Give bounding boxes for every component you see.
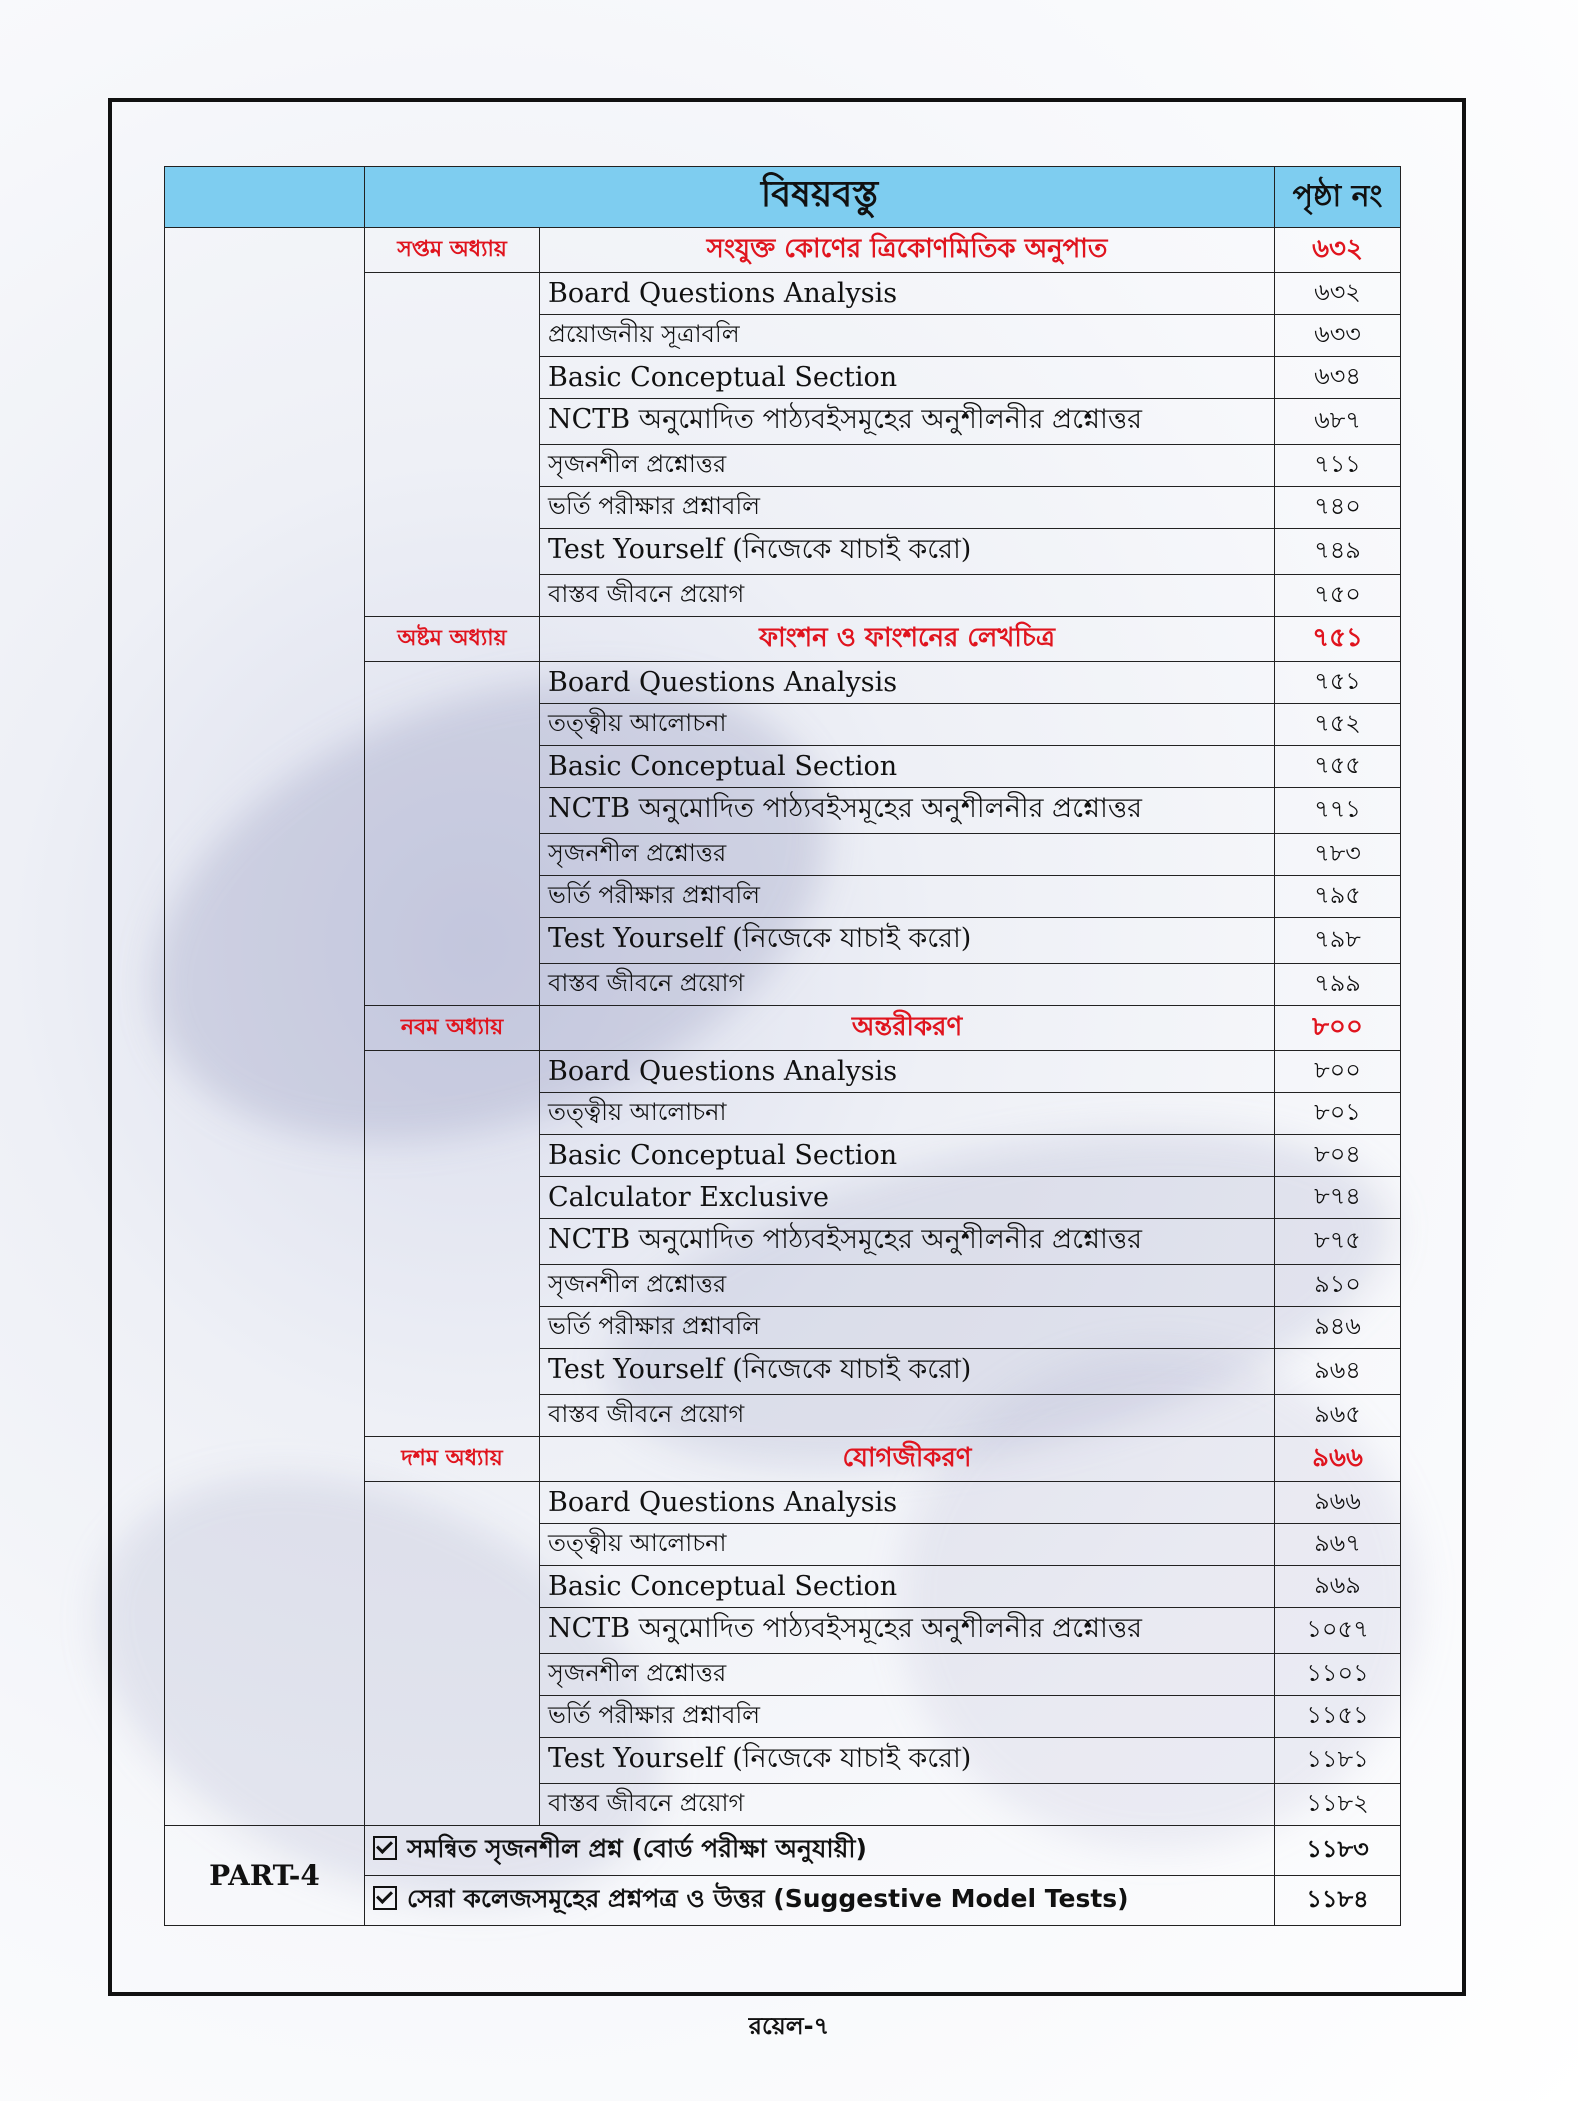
header-blank-cell bbox=[165, 167, 365, 228]
toc-item-title: Basic Conceptual Section bbox=[540, 746, 1275, 788]
toc-item-page: ৭৫১ bbox=[1275, 662, 1401, 704]
toc-item-page: ৮০৪ bbox=[1275, 1135, 1401, 1177]
toc-item-page: ৭৯৫ bbox=[1275, 876, 1401, 918]
page-footer: রয়েল-৭ bbox=[748, 2012, 830, 2040]
toc-item-title: সৃজনশীল প্রশ্নোত্তর bbox=[540, 1654, 1275, 1696]
toc-item-title: Test Yourself (নিজেকে যাচাই করো) bbox=[540, 529, 1275, 575]
toc-item-title: NCTB অনুমোদিত পাঠ্যবইসমূহের অনুশীলনীর প্রশ্নোত্তর bbox=[540, 399, 1275, 445]
toc-item-title: Basic Conceptual Section bbox=[540, 357, 1275, 399]
toc-item-page: ৭১১ bbox=[1275, 445, 1401, 487]
part-blank-cell bbox=[165, 228, 365, 1826]
toc-item-title: Board Questions Analysis bbox=[540, 662, 1275, 704]
toc-item-page: ১১০১ bbox=[1275, 1654, 1401, 1696]
toc-table bbox=[164, 166, 1401, 1926]
toc-item-page: ৮৭৪ bbox=[1275, 1177, 1401, 1219]
toc-item-page: ৭৪০ bbox=[1275, 487, 1401, 529]
chapter-indent-cell bbox=[365, 273, 540, 617]
toc-item-title: ভর্তি পরীক্ষার প্রশ্নাবলি bbox=[540, 876, 1275, 918]
toc-item-page: ৮০০ bbox=[1275, 1051, 1401, 1093]
toc-item-title: ভর্তি পরীক্ষার প্রশ্নাবলি bbox=[540, 1696, 1275, 1738]
toc-item-page: ৭৫৫ bbox=[1275, 746, 1401, 788]
toc-title: বিষয়বস্তু bbox=[365, 167, 1275, 228]
toc-item-page: ৬৩৪ bbox=[1275, 357, 1401, 399]
toc-item-title: Test Yourself (নিজেকে যাচাই করো) bbox=[540, 1738, 1275, 1784]
toc-item-page: ৯৬৪ bbox=[1275, 1349, 1401, 1395]
toc-item-title: বাস্তব জীবনে প্রয়োগ bbox=[540, 1784, 1275, 1826]
chapter-title: ফাংশন ও ফাংশনের লেখচিত্র bbox=[540, 617, 1275, 662]
toc-item-title: বাস্তব জীবনে প্রয়োগ bbox=[540, 575, 1275, 617]
checkbox-checked-icon bbox=[373, 1886, 397, 1910]
toc-item-page: ৬৮৭ bbox=[1275, 399, 1401, 445]
part4-item-text: সেরা কলেজসমূহের প্রশ্নপত্র ও উত্তর (Suggestive Model Tests) bbox=[407, 1884, 1129, 1913]
chapter-page: ৬৩২ bbox=[1275, 228, 1401, 273]
toc-item-page: ৯৬৬ bbox=[1275, 1482, 1401, 1524]
toc-item-page: ৭৫২ bbox=[1275, 704, 1401, 746]
chapter-label: অষ্টম অধ্যায় bbox=[365, 617, 540, 662]
page-number-heading: পৃষ্ঠা নং bbox=[1275, 167, 1401, 228]
toc-item-page: ৭৫০ bbox=[1275, 575, 1401, 617]
toc-item-page: ৭৭১ bbox=[1275, 788, 1401, 834]
chapter-indent-cell bbox=[365, 1051, 540, 1437]
toc-item-page: ১১৫১ bbox=[1275, 1696, 1401, 1738]
part4-item bbox=[365, 1876, 1275, 1926]
part-label: PART-4 bbox=[165, 1826, 365, 1926]
toc-item-title: তত্ত্বীয় আলোচনা bbox=[540, 1093, 1275, 1135]
toc-item-title: NCTB অনুমোদিত পাঠ্যবইসমূহের অনুশীলনীর প্রশ্নোত্তর bbox=[540, 1219, 1275, 1265]
toc-item-page: ৯৬৫ bbox=[1275, 1395, 1401, 1437]
toc-item-page: ৭৯৮ bbox=[1275, 918, 1401, 964]
chapter-title: অন্তরীকরণ bbox=[540, 1006, 1275, 1051]
part4-item-page: ১১৮৪ bbox=[1275, 1876, 1401, 1926]
toc-item-page: ১১৮২ bbox=[1275, 1784, 1401, 1826]
toc-item-page: ৯১০ bbox=[1275, 1265, 1401, 1307]
toc-item-page: ৮০১ bbox=[1275, 1093, 1401, 1135]
toc-item-title: সৃজনশীল প্রশ্নোত্তর bbox=[540, 1265, 1275, 1307]
chapter-label: সপ্তম অধ্যায় bbox=[365, 228, 540, 273]
toc-item-page: ৭৮৩ bbox=[1275, 834, 1401, 876]
part4-item-text: সমন্বিত সৃজনশীল প্রশ্ন (বোর্ড পরীক্ষা অনুযায়ী) bbox=[407, 1834, 867, 1863]
chapter-title: সংযুক্ত কোণের ত্রিকোণমিতিক অনুপাত bbox=[540, 228, 1275, 273]
toc-item-page: ৬৩৩ bbox=[1275, 315, 1401, 357]
chapter-title: যোগজীকরণ bbox=[540, 1437, 1275, 1482]
chapter-indent-cell bbox=[365, 662, 540, 1006]
toc-item-title: ভর্তি পরীক্ষার প্রশ্নাবলি bbox=[540, 487, 1275, 529]
toc-item-title: ভর্তি পরীক্ষার প্রশ্নাবলি bbox=[540, 1307, 1275, 1349]
part4-item-page: ১১৮৩ bbox=[1275, 1826, 1401, 1876]
toc-item-title: Basic Conceptual Section bbox=[540, 1135, 1275, 1177]
toc-item-page: ৯৪৬ bbox=[1275, 1307, 1401, 1349]
toc-item-page: ৯৬৯ bbox=[1275, 1566, 1401, 1608]
chapter-label: দশম অধ্যায় bbox=[365, 1437, 540, 1482]
toc-item-title: তত্ত্বীয় আলোচনা bbox=[540, 704, 1275, 746]
toc-item-title: Test Yourself (নিজেকে যাচাই করো) bbox=[540, 1349, 1275, 1395]
toc-item-page: ১০৫৭ bbox=[1275, 1608, 1401, 1654]
checkbox-checked-icon bbox=[373, 1836, 397, 1860]
chapter-row bbox=[165, 228, 1401, 273]
toc-item-title: বাস্তব জীবনে প্রয়োগ bbox=[540, 964, 1275, 1006]
toc-item-title: Basic Conceptual Section bbox=[540, 1566, 1275, 1608]
toc-item-page: ৮৭৫ bbox=[1275, 1219, 1401, 1265]
chapter-page: ৮০০ bbox=[1275, 1006, 1401, 1051]
toc-item-title: NCTB অনুমোদিত পাঠ্যবইসমূহের অনুশীলনীর প্রশ্নোত্তর bbox=[540, 1608, 1275, 1654]
toc-item-title: Calculator Exclusive bbox=[540, 1177, 1275, 1219]
chapter-indent-cell bbox=[365, 1482, 540, 1826]
chapter-page: ৭৫১ bbox=[1275, 617, 1401, 662]
part4-row bbox=[165, 1826, 1401, 1876]
toc-item-title: Board Questions Analysis bbox=[540, 1482, 1275, 1524]
toc-item-page: ৯৬৭ bbox=[1275, 1524, 1401, 1566]
toc-item-title: সৃজনশীল প্রশ্নোত্তর bbox=[540, 834, 1275, 876]
part4-item bbox=[365, 1826, 1275, 1876]
toc-item-title: NCTB অনুমোদিত পাঠ্যবইসমূহের অনুশীলনীর প্রশ্নোত্তর bbox=[540, 788, 1275, 834]
toc-item-page: ৬৩২ bbox=[1275, 273, 1401, 315]
chapter-label: নবম অধ্যায় bbox=[365, 1006, 540, 1051]
chapter-page: ৯৬৬ bbox=[1275, 1437, 1401, 1482]
toc-item-page: ৭৯৯ bbox=[1275, 964, 1401, 1006]
toc-header-row bbox=[165, 167, 1401, 228]
toc-item-title: Test Yourself (নিজেকে যাচাই করো) bbox=[540, 918, 1275, 964]
toc-item-page: ৭৪৯ bbox=[1275, 529, 1401, 575]
toc-item-title: প্রয়োজনীয় সূত্রাবলি bbox=[540, 315, 1275, 357]
toc-item-title: Board Questions Analysis bbox=[540, 273, 1275, 315]
toc-item-title: বাস্তব জীবনে প্রয়োগ bbox=[540, 1395, 1275, 1437]
toc-item-title: তত্ত্বীয় আলোচনা bbox=[540, 1524, 1275, 1566]
toc-item-page: ১১৮১ bbox=[1275, 1738, 1401, 1784]
toc-item-title: Board Questions Analysis bbox=[540, 1051, 1275, 1093]
toc-item-title: সৃজনশীল প্রশ্নোত্তর bbox=[540, 445, 1275, 487]
